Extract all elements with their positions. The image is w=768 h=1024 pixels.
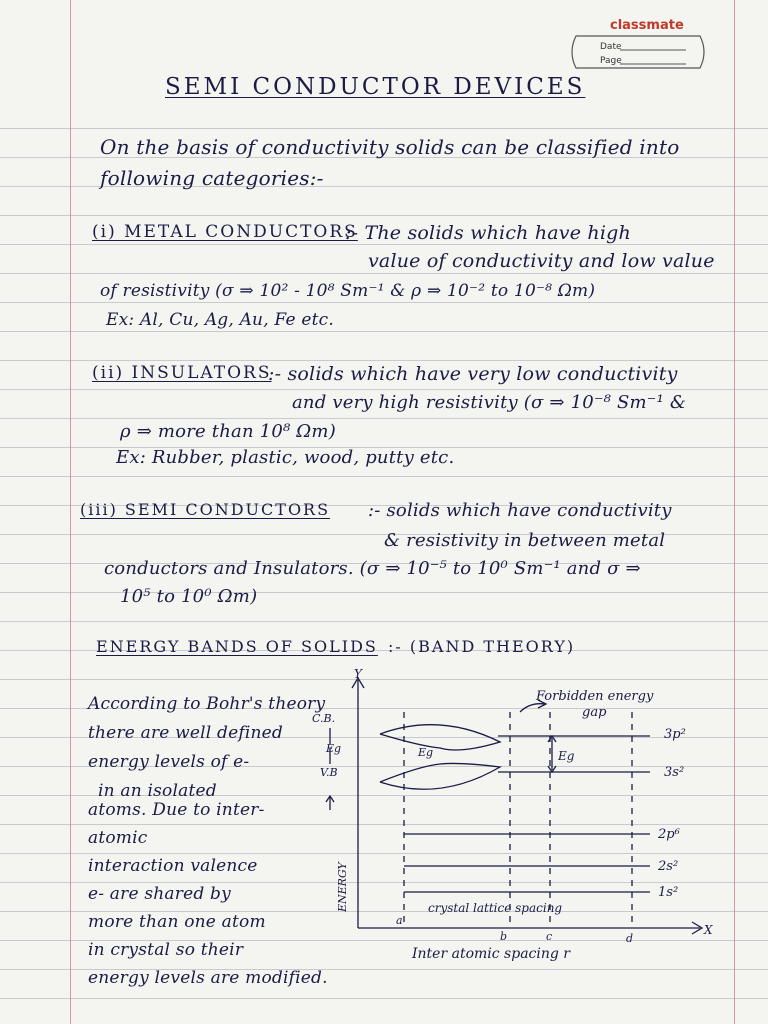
page-label: Page	[600, 56, 622, 66]
ruled-line	[0, 389, 768, 390]
bohr-line: e- are shared by	[88, 884, 231, 904]
y-axis-label: Y	[354, 667, 362, 681]
intro-line-2: following categories:-	[100, 166, 324, 190]
insulators-line-3: ρ ⇒ more than 10⁸ Ωm)	[120, 421, 336, 442]
semiconductors-line-3: conductors and Insulators. (σ ⇒ 10⁻⁵ to 10⁰ Sm⁻¹ and σ ⇒	[104, 558, 641, 579]
bohr-line: there are well defined	[88, 723, 284, 743]
ruled-line	[0, 331, 768, 332]
level-2s: 2s²	[658, 859, 679, 874]
date-label: Date	[600, 42, 622, 52]
eg-mid-label: Eg	[418, 746, 434, 759]
level-3s: 3s²	[664, 765, 685, 780]
semiconductors-line-2: & resistivity in between metal	[384, 530, 666, 551]
semiconductors-line-1: :- solids which have conductivity	[368, 500, 672, 521]
ruled-line	[0, 998, 768, 999]
metal-line-1: :- The solids which have high	[345, 222, 631, 244]
energy-band-diagram-svg	[312, 667, 768, 972]
brand-logo: classmate	[610, 18, 684, 33]
ruled-line	[0, 244, 768, 245]
bohr-line: more than one atom	[88, 912, 266, 932]
ruled-line	[0, 360, 768, 361]
point-d: d	[626, 932, 634, 945]
date-page-frame	[568, 30, 708, 74]
bohr-line: in crystal so their	[88, 940, 244, 960]
point-b: b	[500, 930, 508, 943]
bohr-line: atoms. Due to inter-	[88, 800, 265, 820]
ruled-line	[0, 273, 768, 274]
bohr-line: interaction valence	[88, 856, 258, 876]
level-1s: 1s²	[658, 885, 679, 900]
metal-line-4: Ex: Al, Cu, Ag, Au, Fe etc.	[106, 310, 334, 330]
bohr-line: energy levels of e-	[88, 752, 250, 772]
insulators-line-4: Ex: Rubber, plastic, wood, putty etc.	[116, 447, 455, 468]
semiconductors-line-4: 10⁵ to 10⁰ Ωm)	[120, 586, 258, 607]
cb-label: C.B.	[312, 712, 336, 725]
forbidden-label: Forbidden energy	[536, 689, 654, 704]
ruled-line	[0, 476, 768, 477]
energy-bands-suffix: :- (BAND THEORY)	[388, 637, 576, 656]
point-c: c	[546, 930, 553, 943]
ruled-line	[0, 418, 768, 419]
insulators-line-1: :- solids which have very low conductivity	[268, 363, 678, 385]
point-a: a	[396, 914, 403, 927]
energy-band-diagram	[312, 667, 768, 972]
semiconductors-heading: (iii) SEMI CONDUCTORS	[80, 500, 331, 519]
page-title: SEMI CONDUCTOR DEVICES	[165, 74, 586, 100]
energy-axis-label: ENERGY	[336, 862, 349, 912]
intro-line-1: On the basis of conductivity solids can be classified into	[100, 135, 680, 159]
eg-right-label: Eg	[558, 749, 575, 763]
ruled-line	[0, 621, 768, 622]
bohr-line: According to Bohr's theory	[88, 694, 326, 714]
crystal-label: crystal lattice spacing	[428, 901, 563, 915]
metal-line-3: of resistivity (σ ⇒ 10² - 10⁸ Sm⁻¹ & ρ ⇒ 10⁻² to 10⁻⁸ Ωm)	[100, 281, 596, 301]
eg-left-label: Eg	[326, 742, 342, 755]
ruled-line	[0, 592, 768, 593]
ruled-line	[0, 128, 768, 129]
gap-label: gap	[582, 705, 607, 720]
vb-label: V.B	[320, 766, 338, 779]
insulators-heading: (ii) INSULATORS	[92, 363, 272, 383]
ruled-line	[0, 302, 768, 303]
interatomic-label: Inter atomic spacing r	[412, 946, 570, 962]
metal-heading: (i) METAL CONDUCTORS	[92, 222, 358, 242]
ruled-line	[0, 215, 768, 216]
bohr-line: energy levels are modified.	[88, 968, 328, 988]
level-2p: 2p⁶	[658, 827, 680, 842]
insulators-line-2: and very high resistivity (σ ⇒ 10⁻⁸ Sm⁻¹ &	[292, 392, 687, 413]
energy-bands-heading: ENERGY BANDS OF SOLIDS	[96, 637, 378, 656]
margin-line	[70, 0, 71, 1024]
level-3p: 3p²	[664, 727, 686, 742]
x-axis-label: X	[704, 923, 713, 937]
bohr-line: in an isolated	[98, 781, 217, 801]
bohr-line: atomic	[88, 828, 148, 848]
metal-line-2: value of conductivity and low value	[368, 250, 715, 272]
